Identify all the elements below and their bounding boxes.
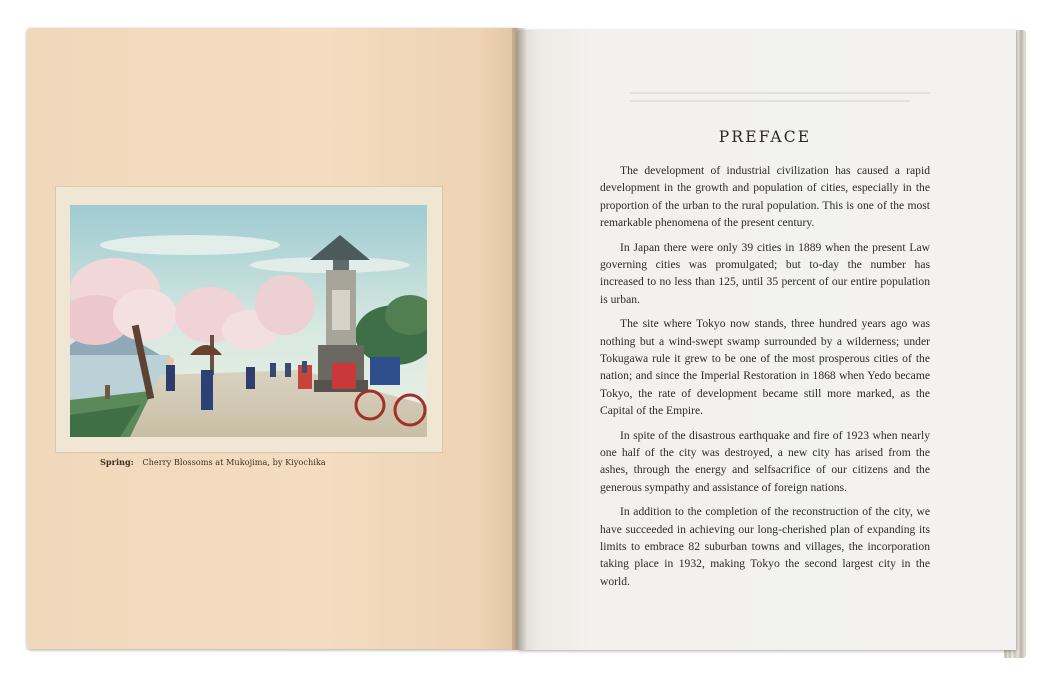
plate-caption — [100, 457, 420, 467]
preface-body — [600, 162, 930, 597]
show-through-text — [590, 86, 950, 116]
paragraph: The development of industrial civilization has caused a rapid development in the growth and population of cities, especially in the proportion of the urban to the rural population. This is one of the most remarkable phenomena of the present century. — [600, 164, 930, 229]
caption-text: Cherry Blossoms at Mukojima, by Kiyochika — [142, 457, 326, 467]
paragraph: In addition to the completion of the reconstruction of the city, we have succeeded in achieving our long-cherished plan of expanding its limits to embrace 82 suburban towns and villages, the incorporation taking place in 1932, making Tokyo the second largest city in the world. — [600, 505, 930, 588]
caption-label: Spring: — [100, 457, 134, 467]
book-gutter — [512, 28, 526, 650]
woodblock-print-image — [70, 205, 427, 437]
page-title: PREFACE — [718, 128, 812, 146]
paragraph: In Japan there were only 39 cities in 1889 when the present Law governing cities was promulgated; but to-day the number has increased to no less than 125, until 35 percent of our entire population is urban. — [600, 240, 930, 306]
paragraph: The site where Tokyo now stands, three hundred years ago was nothing but a wind-swept swamp surrounded by a wilderness; under Tokugawa rule it grew to be one of the most prosperous cities of the nation; and since the Imperial Restoration in 1868 when Yedo became Tokyo, the rate of development became still more marked, as the Capital of the Empire. — [600, 317, 930, 417]
paragraph: In spite of the disastrous earthquake and fire of 1923 when nearly one half of the city was destroyed, a new city has arised from the ashes, through the energy and selfsacrifice of our citizens and the generous sympathy and assistance of foreign nations. — [600, 428, 930, 494]
